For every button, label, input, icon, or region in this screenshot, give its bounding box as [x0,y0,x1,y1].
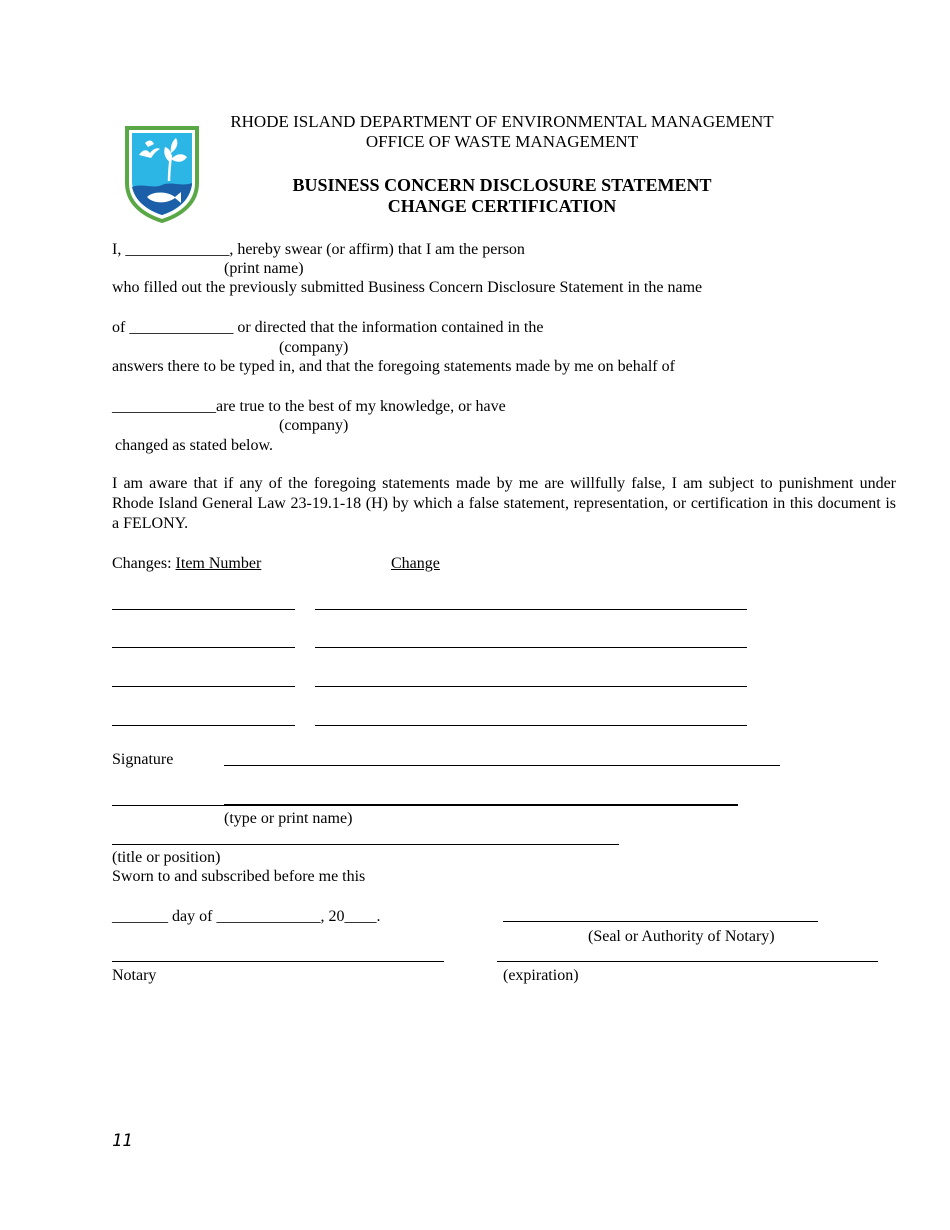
oath-line [112,240,525,259]
day-blank[interactable]: _______ [112,908,168,925]
felony-paragraph: I am aware that if any of the foregoing statements made by me are willfully false, I am subject to punishment under Rhode Island General Law 23-19.1-18 (H) by which a false statement, representation, or certification in this document is a FELONY. [112,475,896,532]
company-blank-1[interactable]: _____________ [129,319,234,336]
page-number: 11 [112,1131,133,1151]
signature-label: Signature [112,751,174,768]
changes-label: Changes: [112,555,172,572]
year-suffix: . [376,908,381,925]
signature-field[interactable] [224,765,780,766]
form-subtitle: CHANGE CERTIFICATION [387,196,617,216]
agency-name: RHODE ISLAND DEPARTMENT OF ENVIRONMENTAL MANAGEMENT [230,112,774,131]
year-prefix: , 20 [320,908,345,925]
company-directed-suffix: or directed that the information contained in the [237,319,544,336]
form-title: BUSINESS CONCERN DISCLOSURE STATEMENT [292,175,712,195]
type-print-name-label: (type or print name) [224,810,353,827]
print-name-label: (print name) [224,260,304,277]
previous-statement-line: who filled out the previously submitted Business Concern Disclosure Statement in the name [112,279,703,296]
company-prefix: of [112,319,126,336]
day-of-text: day of [172,908,213,925]
company-directed-line [112,318,543,337]
company-blank-2[interactable]: _____________ [112,398,216,415]
notary-label: Notary [112,967,157,984]
oath-suffix: , hereby swear (or affirm) that I am the person [229,241,525,258]
title-field[interactable] [112,844,619,845]
change-header: Change [391,555,440,572]
date-line [112,907,380,926]
seal-label: (Seal or Authority of Notary) [588,928,775,945]
item-number-field-1[interactable] [112,609,295,610]
change-field-2[interactable] [315,647,747,648]
change-field-3[interactable] [315,686,747,687]
name-field-left[interactable] [112,805,224,806]
notary-field[interactable] [112,961,444,962]
changes-header [112,554,261,573]
seal-field[interactable] [503,921,818,922]
ri-dem-shield-logo-icon [123,125,201,223]
changed-line: changed as stated below. [115,437,274,454]
change-field-1[interactable] [315,609,747,610]
name-field[interactable] [224,804,738,806]
expiration-label: (expiration) [503,967,579,984]
oath-prefix: I, [112,241,122,258]
answers-typed-line: answers there to be typed in, and that the foregoing statements made by me on behalf of [112,358,675,375]
expiration-field[interactable] [497,961,878,962]
print-name-blank[interactable]: _____________ [125,241,230,258]
true-statement-suffix: are true to the best of my knowledge, or have [216,398,506,415]
year-blank[interactable]: ____ [344,908,377,925]
item-number-field-2[interactable] [112,647,295,648]
month-blank[interactable]: _____________ [216,908,321,925]
item-number-field-3[interactable] [112,686,295,687]
office-name: OFFICE OF WASTE MANAGEMENT [365,132,639,151]
change-field-4[interactable] [315,725,747,726]
sworn-text: Sworn to and subscribed before me this [112,868,366,885]
company-label-2: (company) [279,417,349,434]
company-label-1: (company) [279,339,349,356]
item-number-field-4[interactable] [112,725,295,726]
title-position-label: (title or position) [112,849,221,866]
true-statement-line [112,397,506,416]
item-number-header: Item Number [175,555,262,572]
